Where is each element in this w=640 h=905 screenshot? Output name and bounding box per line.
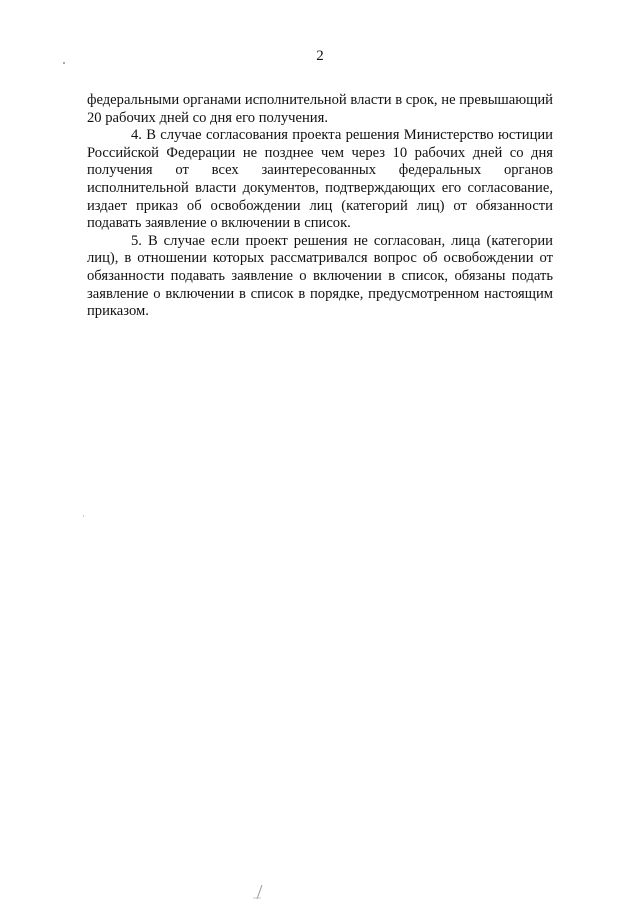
paragraph-continuation: федеральными органами исполнительной власти в срок, не превышающий 20 рабочих дней со дня его получения. bbox=[87, 92, 553, 126]
page-number: 2 bbox=[316, 48, 324, 64]
paragraph-item-4: 4. В случае согласования проекта решения Министерство юстиции Российской Федерации не позднее чем через 10 рабочих дней со дня получения от всех заинтересованных федеральных органов исполнительной власти документов, подтверждающих его согласование, издает приказ об освобождении лиц (категорий лиц) от обязанности подавать заявление о включении в список. bbox=[87, 127, 553, 232]
scan-speck bbox=[63, 62, 65, 64]
document-body bbox=[87, 92, 553, 321]
scan-mark-icon bbox=[252, 884, 266, 900]
scan-speck bbox=[83, 515, 84, 517]
paragraph-item-5: 5. В случае если проект решения не согласован, лица (категории лиц), в отношении которых рассматривался вопрос об освобождении от обязанности подавать заявление о включении в список, обязаны подать заявление о включении в список в порядке, предусмотренном настоящим приказом. bbox=[87, 232, 553, 320]
